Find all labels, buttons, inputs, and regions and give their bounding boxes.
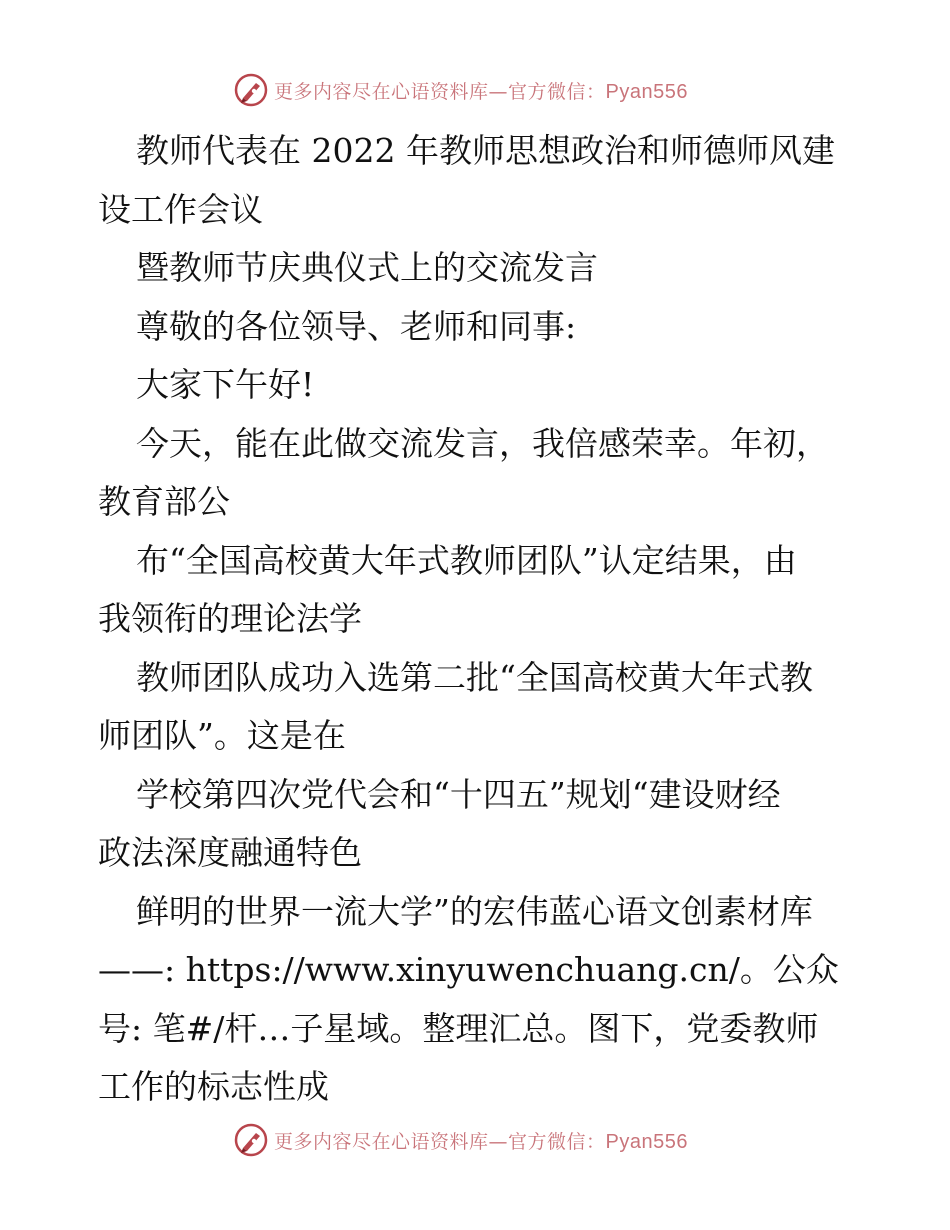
text-line: 布“全国高校黄大年式教师团队”认定结果，由 xyxy=(136,540,797,580)
watermark-wechat-id: Pyan556 xyxy=(605,1130,688,1153)
text-line: 教师团队成功入选第二批“全国高校黄大年式教 xyxy=(136,657,813,697)
text-line: 大家下午好! xyxy=(136,365,315,404)
text-line: 学校第四次党代会和“十四五”规划“建设财经 xyxy=(136,774,781,814)
text-line: 我领衔的理论法学 xyxy=(98,599,362,638)
text-line: 工作的标志性成 xyxy=(98,1067,329,1106)
watermark-text: 更多内容尽在心语资料库—官方微信： xyxy=(274,80,606,103)
text-line: 师团队”。这是在 xyxy=(98,716,346,755)
text-line: 暨教师节庆典仪式上的交流发言 xyxy=(136,248,598,287)
text-line: 设工作会议 xyxy=(98,189,263,229)
text-line: 教师代表在 2022 年教师思想政治和师德师风建 xyxy=(136,131,835,170)
text-line: 鲜明的世界一流大学”的宏伟蓝心语文创素材库 xyxy=(136,891,813,931)
watermark-wechat-id: Pyan556 xyxy=(605,80,688,103)
pen-logo-icon xyxy=(234,1123,268,1157)
document-body xyxy=(98,122,858,1117)
text-line: 政法深度融通特色 xyxy=(98,833,362,872)
text-line: 号: 笔#/杆…子星域。整理汇总。图下，党委教师 xyxy=(98,1008,819,1048)
text-line: 教育部公 xyxy=(98,482,230,521)
text-line: ——: https://www.xinyuwenchuang.cn/。公众 xyxy=(98,950,839,989)
footer-watermark xyxy=(234,1122,688,1158)
header-watermark xyxy=(234,72,688,108)
text-line: 尊敬的各位领导、老师和同事: xyxy=(136,306,577,346)
pen-logo-icon xyxy=(234,73,268,107)
text-line: 今天，能在此做交流发言，我倍感荣幸。年初， xyxy=(136,423,829,463)
watermark-text: 更多内容尽在心语资料库—官方微信： xyxy=(274,1130,606,1153)
